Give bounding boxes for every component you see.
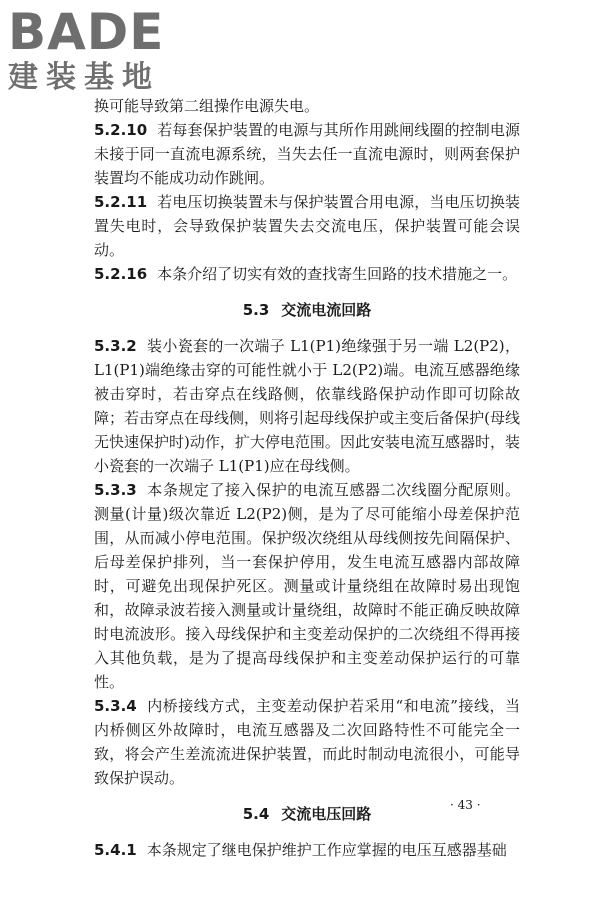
clause-number: 5.2.10	[94, 121, 148, 139]
clause-5-4-1	[94, 838, 520, 862]
clause-text: 本条规定了继电保护维护工作应掌握的电压互感器基础	[146, 841, 507, 859]
intro-paragraph	[94, 94, 520, 118]
clause-5-3-2	[94, 334, 520, 478]
section-title: 交流电压回路	[281, 805, 372, 823]
clause-text: 本条介绍了切实有效的查找寄生回路的技术措施之一。	[157, 265, 518, 283]
clause-number: 5.3.4	[94, 697, 137, 715]
clause-number: 5.3.3	[94, 481, 137, 499]
section-number: 5.3	[242, 301, 270, 319]
section-heading-5-3	[94, 298, 520, 322]
clause-number: 5.3.2	[94, 337, 137, 355]
clause-text: 若电压切换装置未与保护装置合用电源，当电压切换装置失电时，会导致保护装置失去交流电压，保护装置可能会误动。	[94, 193, 520, 259]
section-number: 5.4	[242, 805, 270, 823]
section-title: 交流电流回路	[281, 301, 372, 319]
logo-chinese-name: 建装基地	[8, 60, 160, 95]
page-number: · 43 ·	[450, 798, 481, 812]
clause-5-2-10	[94, 118, 520, 190]
clause-5-3-3	[94, 478, 520, 694]
document-body	[94, 94, 520, 862]
clause-5-3-4	[94, 694, 520, 790]
intro-text: 换可能导致第二组操作电源失电。	[94, 97, 320, 115]
logo-wordmark: BADE	[8, 3, 165, 61]
clause-5-2-16	[94, 262, 520, 286]
clause-text: 若每套保护装置的电源与其所作用跳闸线圈的控制电源未接于同一直流电源系统，当失去任一直流电源时，则两套保护装置均不能成功动作跳闸。	[94, 121, 520, 187]
brand-logo	[8, 3, 178, 98]
clause-text: 装小瓷套的一次端子 L1(P1)绝缘强于另一端 L2(P2)，L1(P1)端绝缘击穿的可能性就小于 L2(P2)端。电流互感器绝缘被击穿时，若击穿点在线路侧，依靠线路保护动作即可切除故障；若击穿点在母线侧，则将引起母线保护或主变后备保护(母线无快速保护时)动作，扩大停电范围。因此安装电流互感器时，装小瓷套的一次端子 L1(P1)应在母线侧。	[94, 337, 520, 475]
clause-text: 本条规定了接入保护的电流互感器二次线圈分配原则。测量(计量)级次靠近 L2(P2)侧，是为了尽可能缩小母差保护范围，从而减小停电范围。保护级次绕组从母线侧按先间隔保护、后母差保护排列，当一套保护停用，发生电流互感器内部故障时，可避免出现保护死区。测量或计量绕组在故障时易出现饱和，故障录波若接入测量或计量绕组，故障时不能正确反映故障时电流波形。接入母线保护和主变差动保护的二次绕组不得再接入其他负载，是为了提高母线保护和主变差动保护运行的可靠性。	[94, 481, 520, 691]
clause-number: 5.2.16	[94, 265, 148, 283]
clause-number: 5.2.11	[94, 193, 148, 211]
clause-number: 5.4.1	[94, 841, 137, 859]
clause-5-2-11	[94, 190, 520, 262]
clause-text: 内桥接线方式，主变差动保护若采用“和电流”接线，当内桥侧区外故障时，电流互感器及二次回路特性不可能完全一致，将会产生差流流进保护装置，而此时制动电流很小，可能导致保护误动。	[94, 697, 520, 787]
